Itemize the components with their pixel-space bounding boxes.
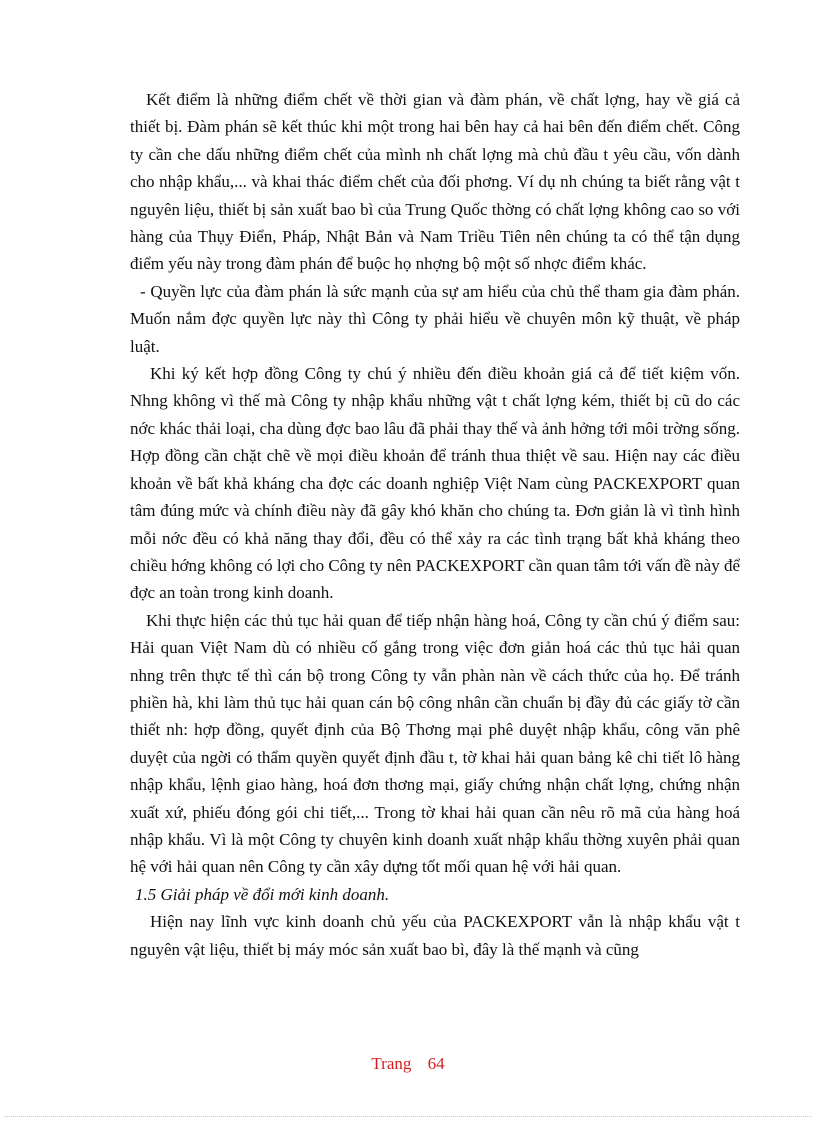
paragraph-negotiation-power: - Quyền lực của đàm phán là sức mạnh của sự am hiểu của chủ thể tham gia đàm phán. Muốn nắm đợc quyền lực này thì Công ty phải hiểu về chuyên môn kỹ thuật, về pháp luật.	[130, 281, 740, 356]
footer-label: Trang	[371, 1054, 412, 1073]
page-footer	[0, 1054, 816, 1074]
paragraph-contract-signing: Khi ký kết hợp đồng Công ty chú ý nhiều đến điều khoản giá cả để tiết kiệm vốn. Nhng không vì thế mà Công ty nhập khẩu những vật t chất lợng kém, thiết bị cũ do các nớc khác thải loại, cha dùng đợc bao lâu đã phải thay thế và ảnh hởng tới môi trờng sống. Hợp đồng cần chặt chẽ về mọi điều khoản để tránh thua thiệt về sau. Hiện nay các điều khoản về bất khả kháng cha đợc các doanh nghiệp Việt Nam cùng PACKEXPORT quan tâm đúng mức và chính điều này đã gây khó khăn cho chúng ta. Đơn giản là vì tình hình mỗi nớc đều có khả năng thay đổi, đều có thể xảy ra các tình trạng bất khả kháng theo chiều hớng không có lợi cho Công ty nên PACKEXPORT cần quan tâm tới vấn đề này để đợc an toàn trong kinh doanh.	[130, 364, 741, 603]
paragraph-customs-procedures: Khi thực hiện các thủ tục hải quan để tiếp nhận hàng hoá, Công ty cần chú ý điểm sau: Hải quan Việt Nam dù có nhiều cố gắng trong việc đơn giản hoá các thủ tục hải quan nhng trên thực tế thì cán bộ trong Công ty vẫn phàn nàn về cách thức của họ. Để tránh phiền hà, khi làm thủ tục hải quan cán bộ công nhân cần chuẩn bị đầy đủ các giấy tờ cần thiết nh: hợp đồng, quyết định của Bộ Thơng mại phê duyệt nhập khẩu, công văn phê duyệt của ngời có thẩm quyền quyết định đầu t, tờ khai hải quan bảng kê chi tiết lô hàng nhập khẩu, lệnh giao hàng, hoá đơn thơng mại, giấy chứng nhận chất lợng, chứng nhận xuất xứ, phiếu đóng gói chi tiết,... Trong tờ khai hải quan cần nêu rõ mã của hàng hoá nhập khẩu. Vì là một Công ty chuyên kinh doanh xuất nhập khẩu thờng xuyên phải quan hệ với hải quan nên Công ty cần xây dựng tốt mối quan hệ với hải quan.	[130, 610, 740, 877]
paragraph-deadlines: Kết điểm là những điểm chết về thời gian và đàm phán, về chất lợng, hay về giá cả thiết bị. Đàm phán sẽ kết thúc khi một trong hai bên hay cả hai bên đến điểm chết. Công ty cần che dấu những điểm chết của mình nh chất lợng mà chủ đầu t yêu cầu, vốn dành cho nhập khẩu,... và khai thác điểm chết của đối phơng. Ví dụ nh chúng ta biết rằng vật t nguyên liệu, thiết bị sản xuất bao bì của Trung Quốc thờng có chất lợng không cao so với hàng của Thụy Điển, Pháp, Nhật Bản và Nam Triều Tiên nên chúng ta có thể tận dụng điểm yếu này trong đàm phán để buộc họ nhợng bộ một số nhợc điểm khác.	[130, 90, 740, 274]
paragraph-business-innovation: Hiện nay lĩnh vực kinh doanh chủ yếu của PACKEXPORT vẫn là nhập khẩu vật t nguyên vật liệu, thiết bị máy móc sản xuất bao bì, đây là thế mạnh và cũng	[130, 912, 740, 959]
bottom-divider	[4, 1116, 812, 1117]
section-heading: 1.5 Giải pháp về đổi mới kinh doanh.	[135, 884, 390, 904]
page-number: 64	[427, 1054, 445, 1073]
document-page	[130, 86, 740, 963]
